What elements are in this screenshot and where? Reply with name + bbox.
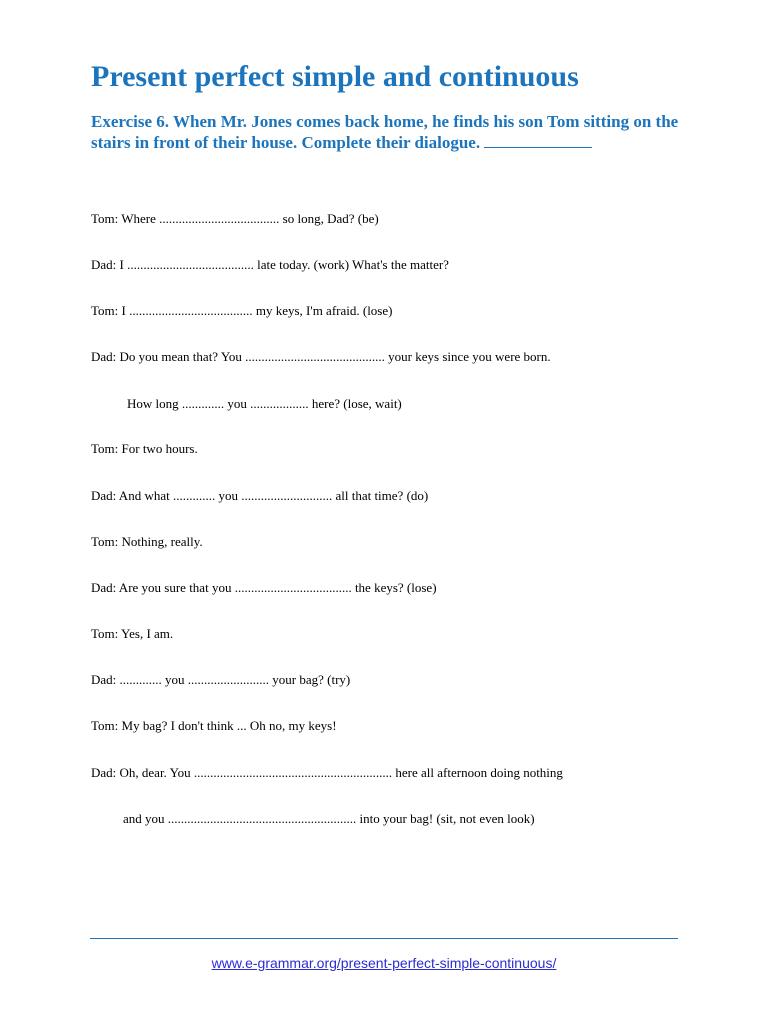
dialogue-line-6: Tom: For two hours. <box>91 441 198 456</box>
dialogue-line-8: Tom: Nothing, really. <box>91 534 203 549</box>
dialogue-line-10: Tom: Yes, I am. <box>91 626 174 641</box>
dialogue-line-13: Dad: Oh, dear. You ............................................................. here all afternoon doing nothing <box>91 765 563 780</box>
footer-divider <box>90 938 678 939</box>
exercise-instructions <box>91 111 691 153</box>
dialogue-line-3: Tom: I ...................................... my keys, I'm afraid. (lose) <box>91 303 393 318</box>
dialogue-line-9: Dad: Are you sure that you .................................... the keys? (lose) <box>91 580 437 595</box>
dialogue-line-4: Dad: Do you mean that? You ........................................... your keys since you were born. <box>91 349 551 364</box>
dialogue-line-2: Dad: I ....................................... late today. (work) What's the matter? <box>91 257 449 272</box>
dialogue-line-5: How long ............. you .................. here? (lose, wait) <box>127 396 402 411</box>
name-blank[interactable] <box>484 133 592 148</box>
footer-url-link[interactable]: www.e-grammar.org/present-perfect-simple-continuous/ <box>211 955 557 971</box>
footer <box>0 955 768 971</box>
dialogue-line-14: and you .......................................................... into your bag! (sit, not even look) <box>123 811 535 826</box>
dialogue-line-1: Tom: Where ..................................... so long, Dad? (be) <box>91 211 379 226</box>
page-title: Present perfect simple and continuous <box>91 60 579 93</box>
dialogue-line-12: Tom: My bag? I don't think ... Oh no, my keys! <box>91 718 337 733</box>
exercise-instructions-text: Exercise 6. When Mr. Jones comes back home, he finds his son Tom sitting on the stairs in front of their house. Complete their dialogue. <box>91 112 679 152</box>
dialogue-line-7: Dad: And what ............. you ............................ all that time? (do) <box>91 488 429 503</box>
dialogue-line-11: Dad: ............. you ......................... your bag? (try) <box>91 672 351 687</box>
